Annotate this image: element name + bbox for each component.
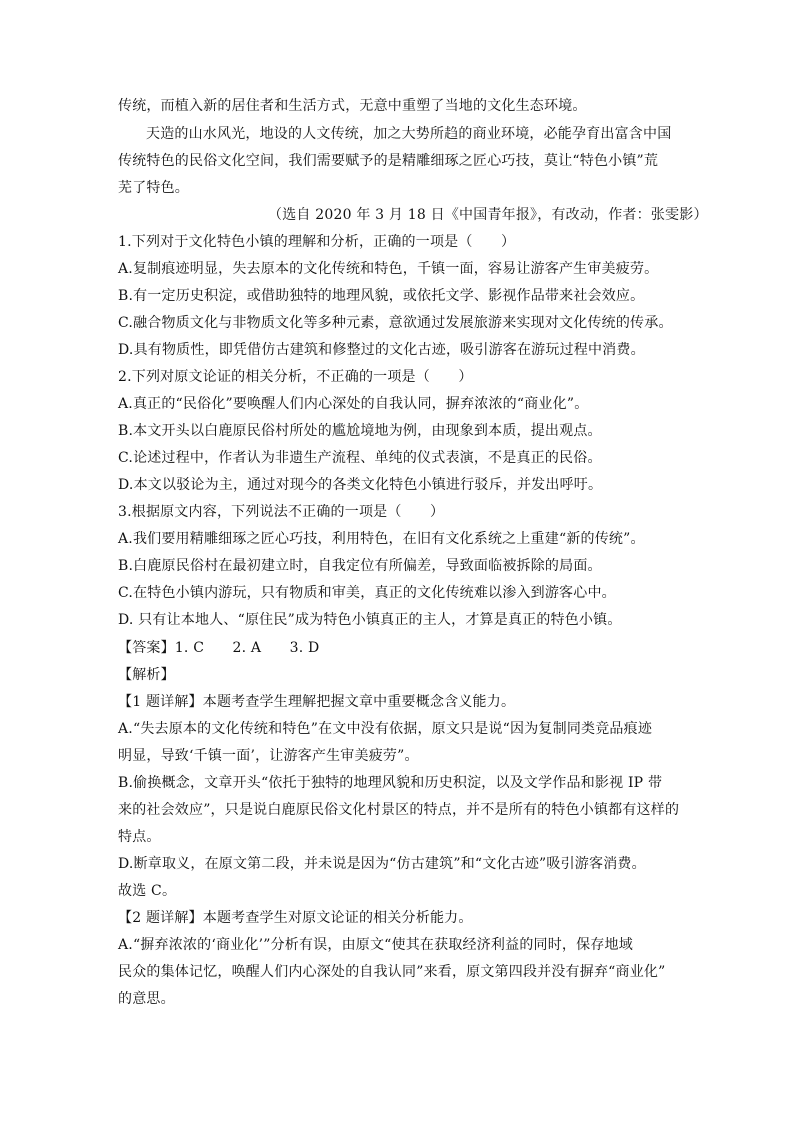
question-3: 3.根据原文内容，下列说法不正确的一项是（ ） [118,504,445,520]
paragraph-line: 芜了特色。 [118,180,189,196]
detail-heading-2: 【2 题详解】本题考查学生对原文论证的相关分析能力。 [118,910,473,926]
answer-line: 【答案】1. C 2. A 3. D [118,640,320,656]
analysis-line: 来的社会效应”，只是说白鹿原民俗文化村景区的特点，并不是所有的特色小镇都有这样的 [118,802,680,818]
analysis-line: D.断章取义，在原文第二段，并未说是因为“仿古建筑”和“文化古迹”吸引游客消费。 [118,856,646,872]
option-c: C.论述过程中，作者认为非遗生产流程、单纯的仪式表演，不是真正的民俗。 [118,450,602,466]
analysis-line: 特点。 [118,829,161,845]
detail-heading-1: 【1 题详解】本题考查学生理解把握文章中重要概念含义能力。 [118,694,516,710]
paragraph-line: 传统特色的民俗文化空间，我们需要赋予的是精雕细琢之匠心巧技，莫让“特色小镇”荒 [118,153,659,169]
paragraph-line: 天造的山水风光，地设的人文传统，加之大势所趋的商业环境，必能孕育出富含中国 [146,126,672,142]
option-b: B.白鹿原民俗村在最初建立时，自我定位有所偏差，导致面临被拆除的局面。 [118,558,602,574]
option-d: D.具有物质性，即凭借仿古建筑和修整过的文化古迹，吸引游客在游玩过程中消费。 [118,342,645,358]
option-b: B.有一定历史积淀，或借助独特的地理风貌，或依托文学、影视作品带来社会效应。 [118,288,645,304]
option-d: D. 只有让本地人、“原住民”成为特色小镇真正的主人，才算是真正的特色小镇。 [118,612,622,628]
analysis-line: A.“失去原本的文化传统和特色”在文中没有依据，原文只是说“因为复制同类竞品痕迹 [118,721,653,737]
option-a: A.真正的“民俗化”要唤醒人们内心深处的自我认同，摒弃浓浓的“商业化”。 [118,396,589,412]
option-c: C.融合物质文化与非物质文化等多种元素，意欲通过发展旅游来实现对文化传统的传承。 [118,315,673,331]
option-a: A.复制痕迹明显，失去原本的文化传统和特色，千镇一面，容易让游客产生审美疲劳。 [118,261,659,277]
analysis-line: 民众的集体记忆，唤醒人们内心深处的自我认同”来看，原文第四段并没有摒弃“商业化” [118,964,666,980]
option-b: B.本文开头以白鹿原民俗村所处的尴尬境地为例，由现象到本质，提出观点。 [118,423,602,439]
question-1: 1.下列对于文化特色小镇的理解和分析，正确的一项是（ ） [118,234,516,250]
analysis-line: 明显，导致‘千镇一面’，让游客产生审美疲劳”。 [118,748,419,764]
option-c: C.在特色小镇内游玩，只有物质和审美，真正的文化传统难以渗入到游客心中。 [118,585,616,601]
analysis-line: B.偷换概念，文章开头“依托于独特的地理风貌和历史积淀，以及文学作品和影视 IP 带 [118,775,663,791]
option-d: D.本文以驳论为主，通过对现今的各类文化特色小镇进行驳斥，并发出呼吁。 [118,477,603,493]
option-a: A.我们要用精雕细琢之匠心巧技，利用特色，在旧有文化系统之上重建“新的传统”。 [118,531,645,547]
analysis-line: 的意思。 [118,991,175,1007]
source-citation: （选自 2020 年 3 月 18 日《中国青年报》，有改动，作者：张雯影） [268,207,708,223]
analysis-line: 故选 C。 [118,883,177,899]
analysis-heading: 【解析】 [118,667,175,683]
analysis-line: A.“摒弃浓浓的‘商业化’”分析有误，由原文“使其在获取经济利益的同时，保存地域 [118,937,633,953]
question-2: 2.下列对原文论证的相关分析，不正确的一项是（ ） [118,369,473,385]
paragraph-line: 传统，而植入新的居住者和生活方式，无意中重塑了当地的文化生态环境。 [118,98,587,114]
